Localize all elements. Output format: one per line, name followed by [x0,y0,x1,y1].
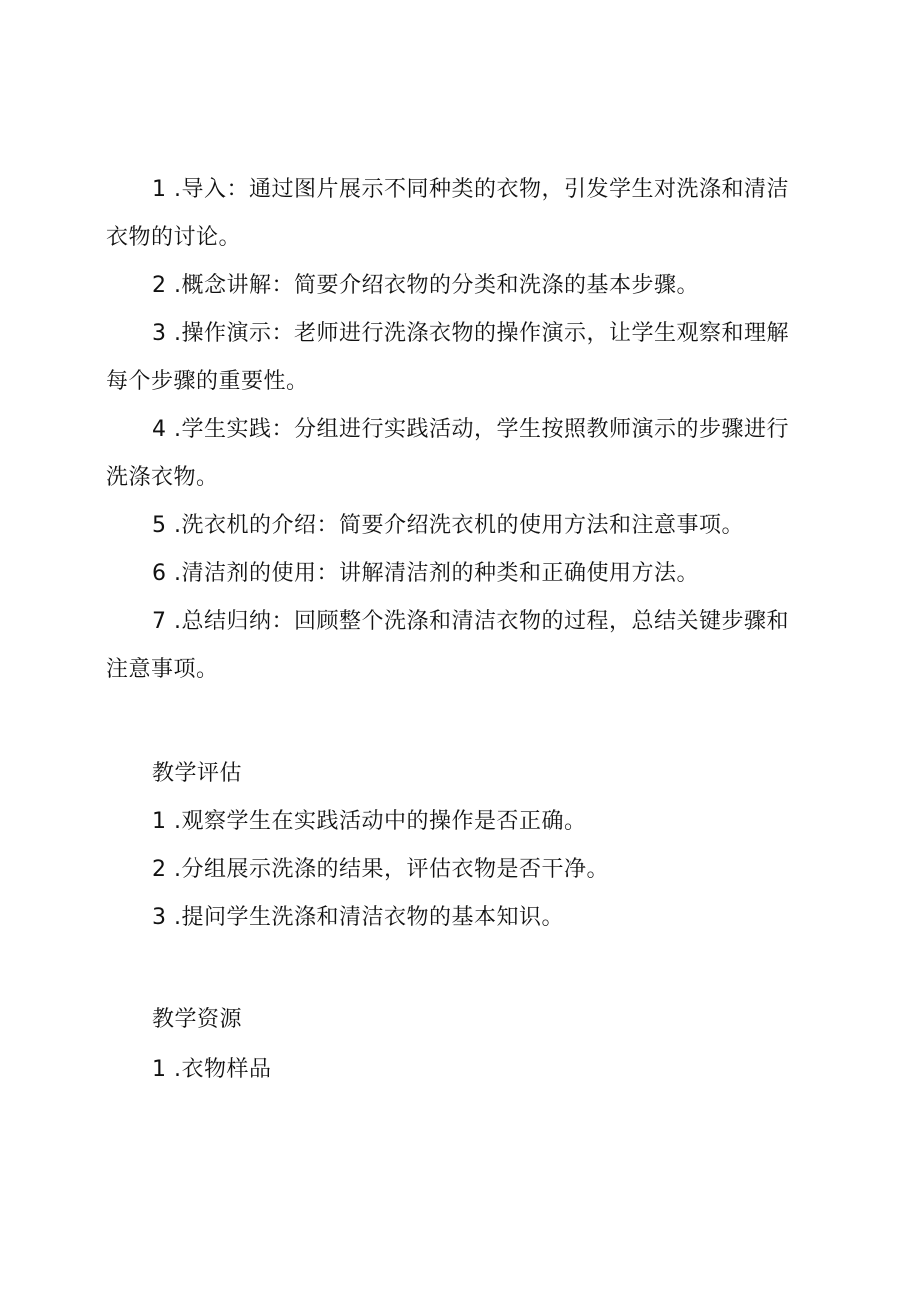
evaluation-heading: 教学评估 [152,761,243,786]
step-paragraph: 2 .概念讲解：简要介绍衣物的分类和洗涤的基本步骤。 [152,273,699,298]
step-paragraph: 6 .清洁剂的使用：讲解清洁剂的种类和正确使用方法。 [152,561,699,586]
step-paragraph: 4 .学生实践：分组进行实践活动，学生按照教师演示的步骤进行洗涤衣物。 [106,417,789,490]
evaluation-item: 2 .分组展示洗涤的结果，评估衣物是否干净。 [152,857,609,882]
step-paragraph: 5 .洗衣机的介绍：简要介绍洗衣机的使用方法和注意事项。 [152,513,744,538]
resources-item: 1 .衣物样品 [152,1057,272,1082]
step-paragraph: 3 .操作演示：老师进行洗涤衣物的操作演示，让学生观察和理解每个步骤的重要性。 [106,321,789,394]
evaluation-item: 3 .提问学生洗涤和清洁衣物的基本知识。 [152,905,564,930]
resources-heading: 教学资源 [152,1007,243,1032]
step-paragraph: 1 .导入：通过图片展示不同种类的衣物，引发学生对洗涤和清洁衣物的讨论。 [106,177,789,250]
step-paragraph: 7 .总结归纳：回顾整个洗涤和清洁衣物的过程，总结关键步骤和注意事项。 [106,609,789,682]
evaluation-item: 1 .观察学生在实践活动中的操作是否正确。 [152,809,587,834]
